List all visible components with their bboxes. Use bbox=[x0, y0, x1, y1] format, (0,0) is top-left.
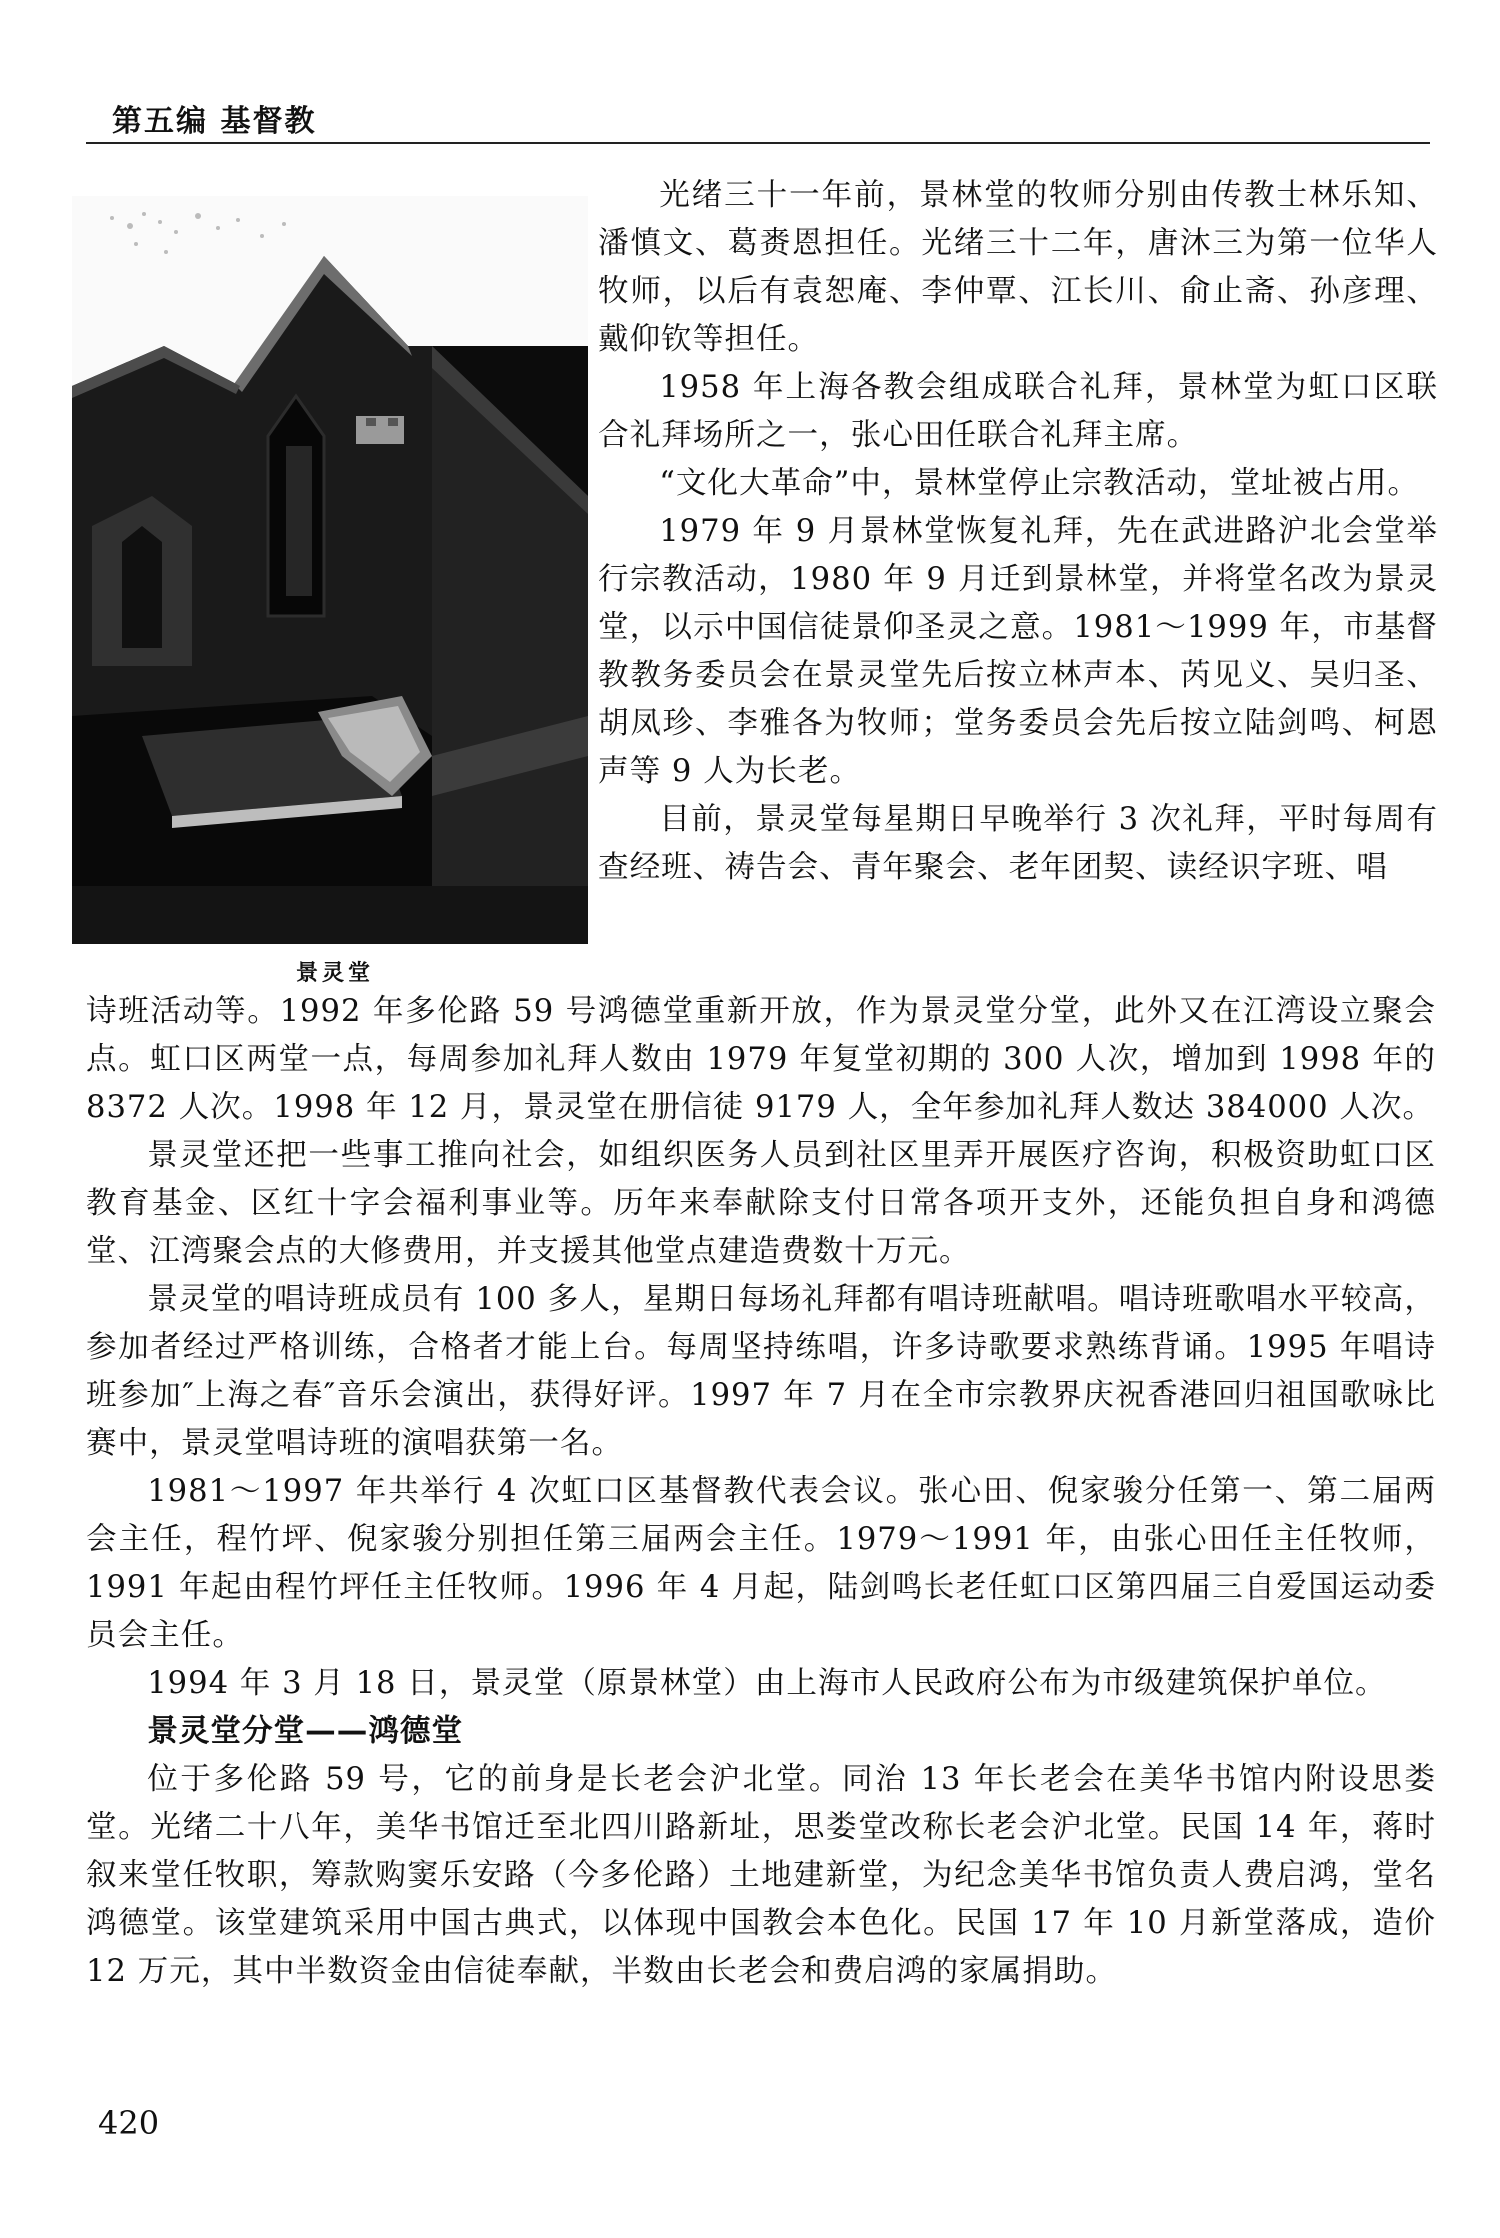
figure-caption: 景灵堂 bbox=[296, 961, 375, 986]
paragraph-continuation: 诗班活动等。1992 年多伦路 59 号鸿德堂重新开放，作为景灵堂分堂，此外又在江湾设立聚会点。虹口区两堂一点，每周参加礼拜人数由 1979 年复堂初期的 300 人次，增加到 1998 年的 8372 人次。1998 年 12 月，景灵堂在册信徒 9179 人，全年参加礼拜人数达 384000 人次。 bbox=[86, 994, 1436, 1125]
paragraph: 位于多伦路 59 号，它的前身是长老会沪北堂。同治 13 年长老会在美华书馆内附设思娄堂。光绪二十八年，美华书馆迁至北四川路新址，思娄堂改称长老会沪北堂。民国 14 年，蒋时叙来堂任牧职，筹款购窦乐安路（今多伦路）土地建新堂，为纪念美华书馆负责人费启鸿，堂名鸿德堂。该堂建筑采用中国古典式，以体现中国教会本色化。民国 17 年 10 月新堂落成，造价 12 万元，其中半数资金由信徒奉献，半数由长老会和费启鸿的家属捐助。 bbox=[86, 1762, 1436, 1989]
church-photo bbox=[72, 196, 588, 944]
paragraph: 1979 年 9 月景林堂恢复礼拜，先在武进路沪北会堂举行宗教活动，1980 年 9 月迁到景林堂，并将堂名改为景灵堂，以示中国信徒景仰圣灵之意。1981～1999 年，市基督教教务委员会在景灵堂先后按立林声本、芮见义、吴归圣、胡凤珍、李雅各为牧师；堂务委员会先后按立陆剑鸣、柯恩声等 9 人为长老。 bbox=[598, 514, 1438, 789]
top-paragraphs bbox=[598, 172, 1438, 892]
running-header bbox=[86, 90, 1430, 144]
paragraph: 1981～1997 年共举行 4 次虹口区基督教代表会议。张心田、倪家骏分任第一、第二届两会主任，程竹坪、倪家骏分别担任第三届两会主任。1979～1991 年，由张心田任主任牧师，1991 年起由程竹坪任主任牧师。1996 年 4 月起，陆剑鸣长老任虹口区第四届三自爱国运动委员会主任。 bbox=[86, 1474, 1436, 1653]
section-heading: 景灵堂分堂——鸿德堂 bbox=[147, 1714, 464, 1749]
church-photo-image bbox=[72, 196, 588, 944]
main-text bbox=[86, 988, 1436, 1996]
header-title: 第五编 基督教 bbox=[112, 104, 317, 139]
paragraph: 1994 年 3 月 18 日，景灵堂（原景林堂）由上海市人民政府公布为市级建筑保护单位。 bbox=[147, 1666, 1387, 1701]
paragraph: 目前，景灵堂每星期日早晚举行 3 次礼拜，平时每周有查经班、祷告会、青年聚会、老年团契、读经识字班、唱 bbox=[598, 802, 1438, 885]
paragraph: 光绪三十一年前，景林堂的牧师分别由传教士林乐知、潘慎文、葛赉恩担任。光绪三十二年，唐沐三为第一位华人牧师，以后有袁恕庵、李仲覃、江长川、俞止斋、孙彦理、戴仰钦等担任。 bbox=[598, 178, 1438, 357]
paragraph: 1958 年上海各教会组成联合礼拜，景林堂为虹口区联合礼拜场所之一，张心田任联合礼拜主席。 bbox=[598, 370, 1438, 453]
paragraph: 景灵堂还把一些事工推向社会，如组织医务人员到社区里弄开展医疗咨询，积极资助虹口区教育基金、区红十字会福利事业等。历年来奉献除支付日常各项开支外，还能负担自身和鸿德堂、江湾聚会点的大修费用，并支援其他堂点建造费数十万元。 bbox=[86, 1138, 1436, 1269]
page-number: 420 bbox=[98, 2104, 160, 2142]
paragraph: “文化大革命”中，景林堂停止宗教活动，堂址被占用。 bbox=[659, 466, 1420, 501]
paragraph: 景灵堂的唱诗班成员有 100 多人，星期日每场礼拜都有唱诗班献唱。唱诗班歌唱水平较高，参加者经过严格训练，合格者才能上台。每周坚持练唱，许多诗歌要求熟练背诵。1995 年唱诗班参加″上海之春″音乐会演出，获得好评。1997 年 7 月在全市宗教界庆祝香港回归祖国歌咏比赛中，景灵堂唱诗班的演唱获第一名。 bbox=[86, 1282, 1436, 1461]
